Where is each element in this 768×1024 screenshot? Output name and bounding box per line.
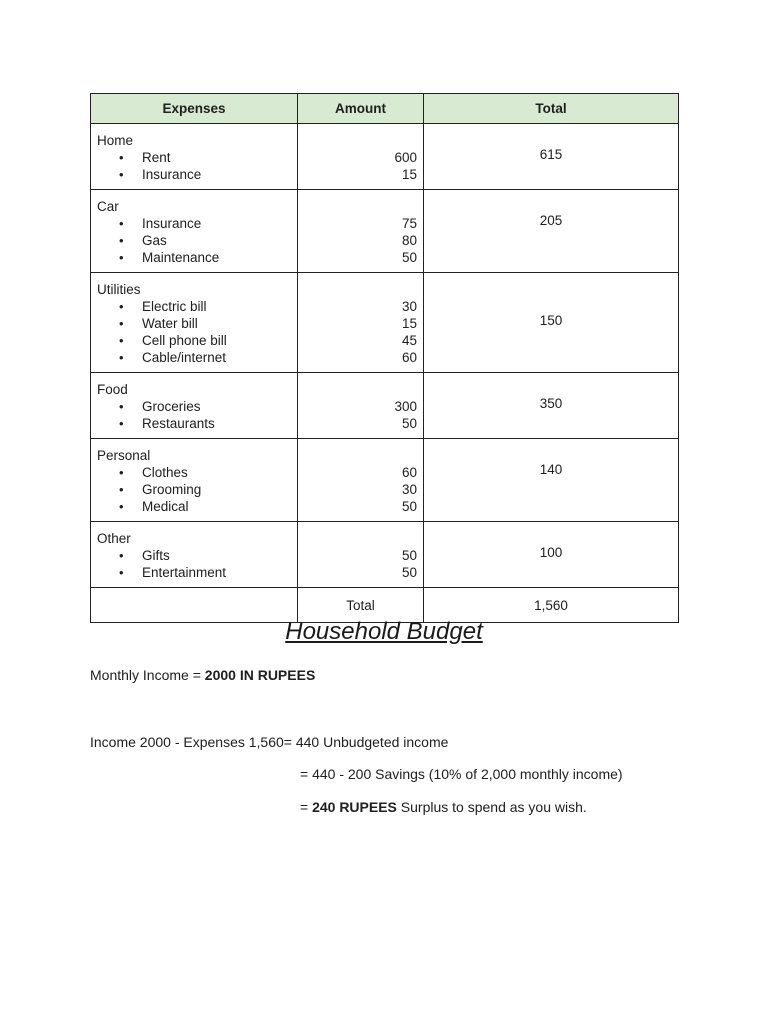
budget-table bbox=[90, 93, 679, 623]
expense-item-list bbox=[97, 149, 291, 183]
calc-line-3-suffix: Surplus to spend as you wish. bbox=[396, 799, 587, 815]
expense-item: • Entertainment bbox=[97, 564, 291, 581]
expense-category-cell bbox=[91, 373, 298, 439]
amount-value: 600 bbox=[394, 150, 417, 165]
category-total: 350 bbox=[424, 373, 679, 439]
table-row bbox=[91, 190, 679, 273]
category-name: Personal bbox=[97, 448, 151, 463]
category-total: 205 bbox=[424, 190, 679, 273]
amount-value: 60 bbox=[401, 465, 417, 480]
amount-value: 15 bbox=[401, 316, 417, 331]
monthly-income-line bbox=[90, 667, 315, 683]
expense-item: • Groceries bbox=[97, 398, 291, 415]
calc-line-1: Income 2000 - Expenses 1,560= 440 Unbudgeted income bbox=[90, 734, 449, 750]
expense-item-list bbox=[97, 215, 291, 266]
monthly-income-value: 2000 IN RUPEES bbox=[204, 667, 316, 683]
category-name: Home bbox=[97, 133, 134, 148]
table-row bbox=[91, 522, 679, 588]
expense-item: • Medical bbox=[97, 498, 291, 515]
amount-value: 50 bbox=[401, 250, 417, 265]
grand-total-value: 1,560 bbox=[424, 588, 679, 623]
amount-value: 80 bbox=[401, 233, 417, 248]
header-total: Total bbox=[424, 94, 679, 124]
table-header-row bbox=[91, 94, 679, 124]
expense-category-cell bbox=[91, 522, 298, 588]
amount-value: 75 bbox=[401, 216, 417, 231]
category-total: 150 bbox=[424, 273, 679, 373]
surplus-amount: 240 RUPEES bbox=[312, 799, 397, 815]
expense-item-list bbox=[97, 464, 291, 515]
grand-total-label: Total bbox=[298, 588, 424, 623]
expense-item: • Insurance bbox=[97, 215, 291, 232]
category-name: Other bbox=[97, 531, 131, 546]
expense-item: • Rent bbox=[97, 149, 291, 166]
category-total: 100 bbox=[424, 522, 679, 588]
amount-cell bbox=[298, 124, 424, 190]
expense-category-cell bbox=[91, 124, 298, 190]
header-expenses: Expenses bbox=[91, 94, 298, 124]
expense-item: • Maintenance bbox=[97, 249, 291, 266]
expense-item: • Cable/internet bbox=[97, 349, 291, 366]
category-total: 615 bbox=[424, 124, 679, 190]
header-amount: Amount bbox=[298, 94, 424, 124]
amount-value: 50 bbox=[401, 565, 417, 580]
expense-item-list bbox=[97, 547, 291, 581]
monthly-income-label: Monthly Income = bbox=[90, 667, 205, 683]
page-title: Household Budget bbox=[285, 618, 483, 645]
amount-cell bbox=[298, 439, 424, 522]
category-name: Food bbox=[97, 382, 128, 397]
expense-item: • Gifts bbox=[97, 547, 291, 564]
amount-value: 50 bbox=[401, 499, 417, 514]
expense-item: • Clothes bbox=[97, 464, 291, 481]
expense-item: • Insurance bbox=[97, 166, 291, 183]
amount-value: 30 bbox=[401, 482, 417, 497]
category-name: Car bbox=[97, 199, 119, 214]
expense-item-list bbox=[97, 298, 291, 366]
category-total: 140 bbox=[424, 439, 679, 522]
amount-cell bbox=[298, 273, 424, 373]
amount-value: 60 bbox=[401, 350, 417, 365]
expense-item: • Electric bill bbox=[97, 298, 291, 315]
table-row bbox=[91, 273, 679, 373]
amount-value: 50 bbox=[401, 548, 417, 563]
calc-line-3 bbox=[300, 799, 587, 815]
table-row bbox=[91, 373, 679, 439]
expense-category-cell bbox=[91, 190, 298, 273]
table-row bbox=[91, 439, 679, 522]
expense-category-cell bbox=[91, 273, 298, 373]
expense-category-cell bbox=[91, 439, 298, 522]
amount-value: 30 bbox=[401, 299, 417, 314]
amount-value: 15 bbox=[401, 167, 417, 182]
calc-line-2: = 440 - 200 Savings (10% of 2,000 monthly income) bbox=[300, 766, 623, 782]
expense-item-list bbox=[97, 398, 291, 432]
expense-item: • Water bill bbox=[97, 315, 291, 332]
amount-cell bbox=[298, 373, 424, 439]
calc-line-3-prefix: = bbox=[300, 799, 313, 815]
table-row bbox=[91, 124, 679, 190]
expense-item: • Gas bbox=[97, 232, 291, 249]
expense-item: • Restaurants bbox=[97, 415, 291, 432]
amount-value: 45 bbox=[401, 333, 417, 348]
expense-item: • Grooming bbox=[97, 481, 291, 498]
amount-cell bbox=[298, 190, 424, 273]
amount-value: 300 bbox=[394, 399, 417, 414]
expense-item: • Cell phone bill bbox=[97, 332, 291, 349]
category-name: Utilities bbox=[97, 282, 141, 297]
amount-cell bbox=[298, 522, 424, 588]
amount-value: 50 bbox=[401, 416, 417, 431]
